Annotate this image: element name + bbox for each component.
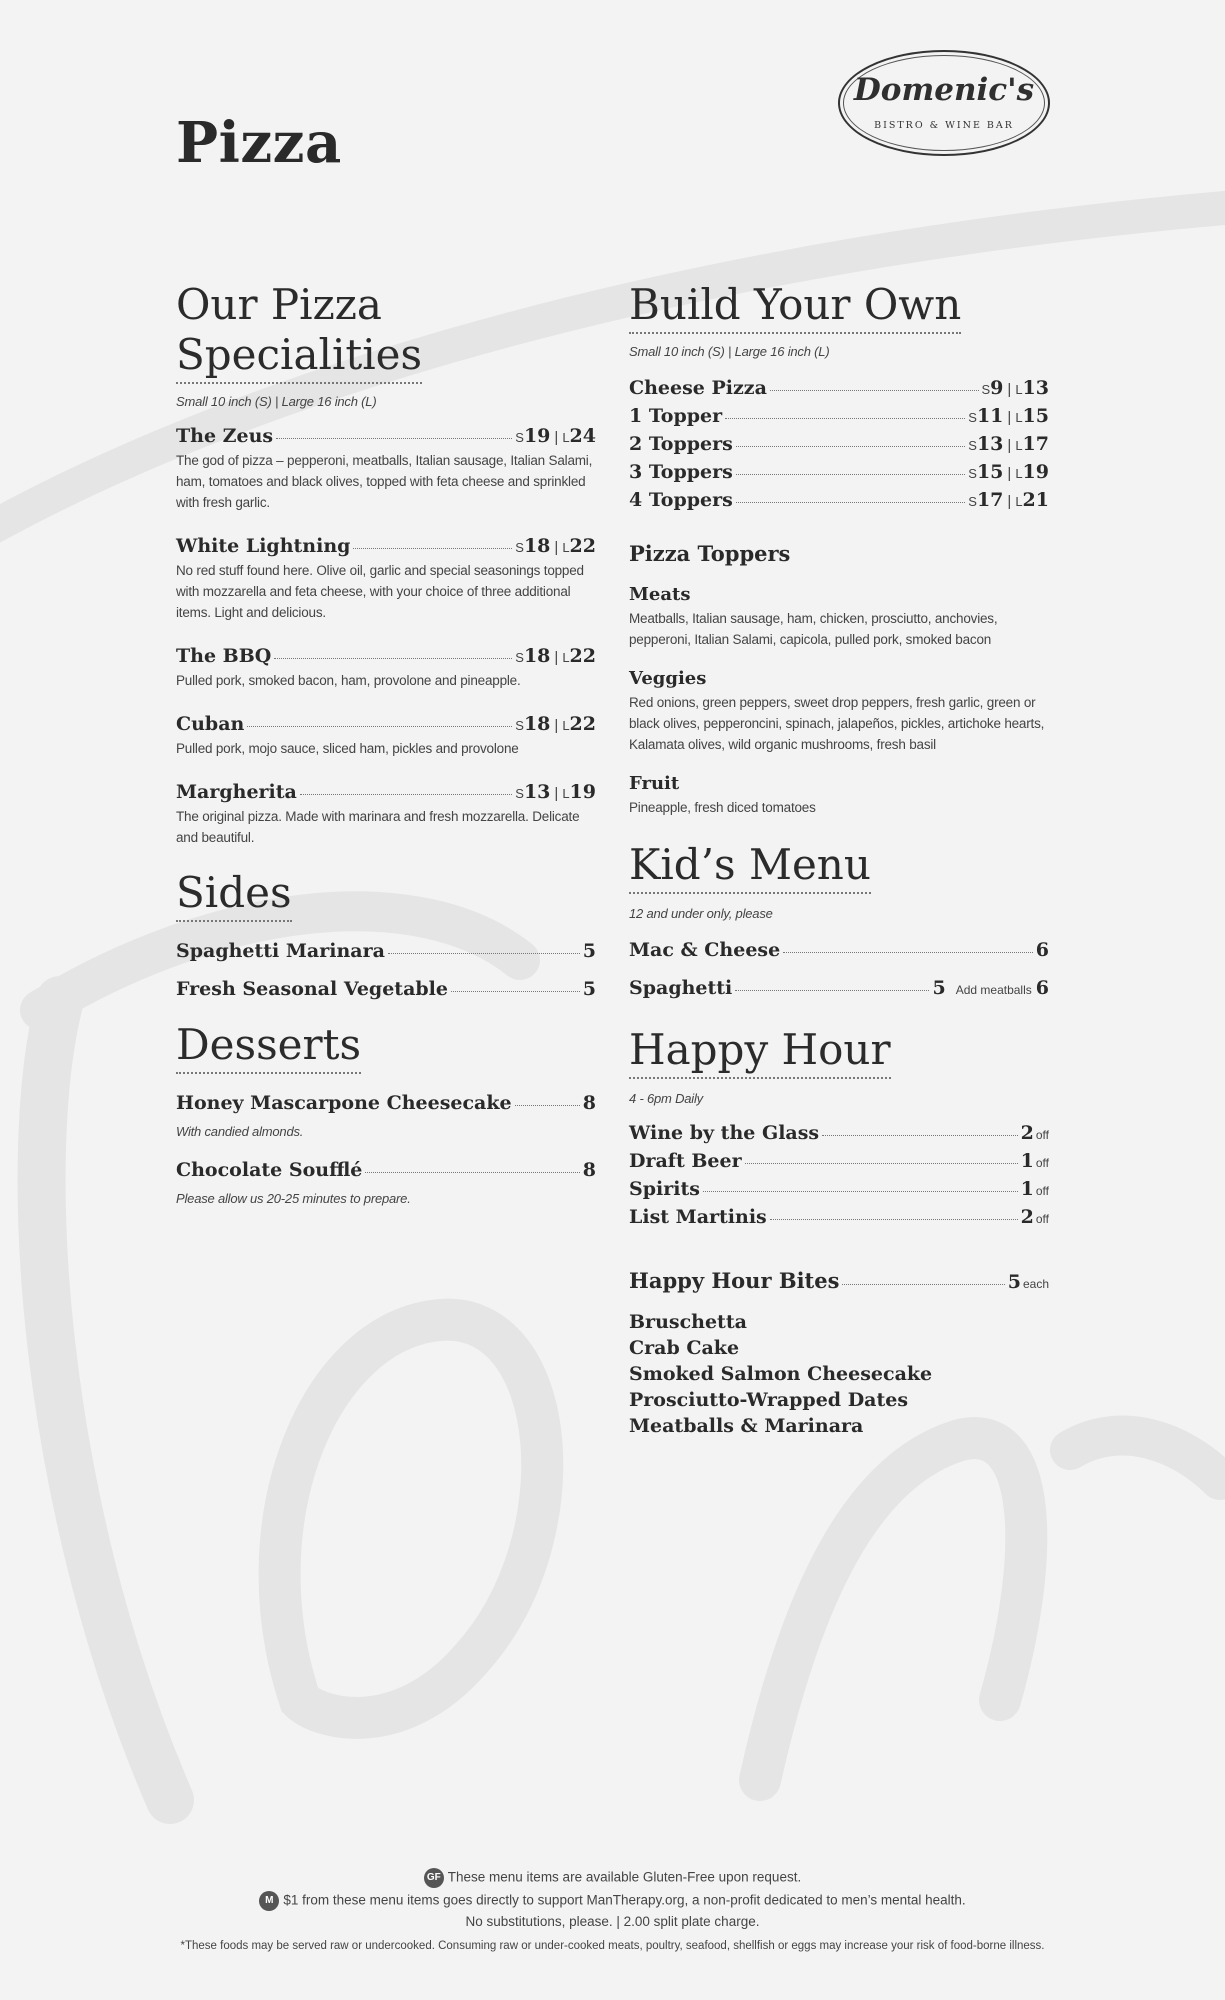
menu-item	[629, 403, 1049, 431]
pizza-toppers-title: Pizza Toppers	[629, 541, 791, 566]
menu-item	[629, 939, 1049, 961]
happy-hour-section	[629, 1025, 1049, 1439]
item-price: 5	[582, 978, 596, 1000]
happy-hour-note: 4 - 6pm Daily	[629, 1091, 703, 1106]
leader-dots	[388, 953, 580, 954]
leader-dots	[451, 991, 580, 992]
leader-dots	[783, 952, 1033, 953]
list-item: Crab Cake	[629, 1337, 740, 1359]
item-name: 3 Toppers	[629, 461, 733, 483]
leader-dots	[842, 1284, 1004, 1285]
item-name: 4 Toppers	[629, 489, 733, 511]
kids-menu-section	[629, 840, 1049, 999]
logo-name: Domenic's	[853, 72, 1035, 108]
item-description: Pulled pork, mojo sauce, sliced ham, pickles and provolone	[176, 741, 519, 756]
list-item: Prosciutto-Wrapped Dates	[629, 1389, 909, 1411]
item-price: S18 | L22	[515, 645, 596, 667]
item-name: Mac & Cheese	[629, 939, 781, 961]
specialities-title	[176, 280, 422, 384]
leader-dots	[703, 1191, 1018, 1192]
item-name: Spirits	[629, 1178, 700, 1200]
menu-item	[629, 487, 1049, 515]
kids-menu-title: Kid’s Menu	[629, 840, 871, 894]
mantherapy-badge-icon: M	[259, 1891, 279, 1911]
item-price: S11 | L15	[968, 405, 1049, 427]
menu-item	[176, 781, 596, 848]
item-price: S13 | L19	[515, 781, 596, 803]
pizza-toppers-section	[629, 541, 1049, 818]
item-description: Pulled pork, smoked bacon, ham, provolone and pineapple.	[176, 673, 521, 688]
leader-dots	[247, 726, 512, 727]
item-name: Cheese Pizza	[629, 377, 767, 399]
item-name: White Lightning	[176, 535, 351, 557]
happy-hour-bites-title: Happy Hour Bites	[629, 1268, 840, 1293]
restaurant-logo	[838, 50, 1050, 156]
item-name: Spaghetti	[629, 977, 733, 999]
desserts-section	[176, 1020, 596, 1206]
menu-item	[176, 535, 596, 623]
item-note: With candied almonds.	[176, 1124, 304, 1139]
item-name: The BBQ	[176, 645, 272, 667]
item-price: 8	[582, 1092, 596, 1114]
leader-dots	[822, 1135, 1018, 1136]
menu-item	[629, 977, 1049, 999]
item-price: 5	[582, 940, 596, 962]
build-list	[629, 375, 1049, 515]
happy-hour-bites-list	[629, 1309, 1049, 1439]
list-item: Bruschetta	[629, 1311, 747, 1333]
build-sizes-note: Small 10 inch (S) | Large 16 inch (L)	[629, 344, 830, 359]
item-price: S15 | L19	[968, 461, 1049, 483]
item-name: The Zeus	[176, 425, 274, 447]
item-price: S9 | L13	[981, 377, 1049, 399]
happy-hour-list	[629, 1120, 1049, 1232]
item-description: The god of pizza – pepperoni, meatballs, Italian sausage, Italian Salami, ham, tomatoes and black olives, topped with feta cheese and sprinkled with fresh garlic.	[176, 453, 593, 510]
item-name: Wine by the Glass	[629, 1122, 820, 1144]
item-price-suffix: off	[1035, 1184, 1049, 1198]
item-price: S19 | L24	[515, 425, 596, 447]
item-price: 2	[1020, 1206, 1034, 1228]
desserts-title: Desserts	[176, 1020, 361, 1074]
item-name: Draft Beer	[629, 1150, 742, 1172]
topper-group-items: Meatballs, Italian sausage, ham, chicken, prosciutto, anchovies, pepperoni, Italian Salami, capicola, pulled pork, smoked bacon	[629, 611, 998, 647]
menu-item	[629, 431, 1049, 459]
menu-item	[176, 713, 596, 759]
sides-section	[176, 868, 596, 1000]
topper-group-items: Pineapple, fresh diced tomatoes	[629, 800, 816, 815]
item-price: 6	[1035, 939, 1049, 961]
sides-title: Sides	[176, 868, 292, 922]
gluten-free-badge-icon: GF	[424, 1868, 444, 1888]
leader-dots	[353, 548, 512, 549]
happy-hour-bites-header	[629, 1268, 1049, 1293]
specialities-list	[176, 425, 596, 848]
list-item: Smoked Salmon Cheesecake	[629, 1363, 933, 1385]
leader-dots	[276, 438, 512, 439]
footer-mantherapy-note	[0, 1891, 1225, 1911]
mantherapy-text: $1 from these menu items goes directly to support ManTherapy.org, a non-profit dedicated to men’s mental health.	[283, 1892, 966, 1908]
right-column	[629, 280, 1049, 1439]
item-name: Spaghetti Marinara	[176, 940, 385, 962]
menu-item	[176, 1159, 596, 1181]
topper-group-title: Veggies	[629, 668, 707, 689]
menu-item	[176, 940, 596, 962]
leader-dots	[736, 502, 965, 503]
item-description: No red stuff found here. Olive oil, garlic and special seasonings topped with mozzarella and feta cheese, with your choice of three additional items. Light and delicious.	[176, 563, 584, 620]
item-description: The original pizza. Made with marinara and fresh mozzarella. Delicate and beautiful.	[176, 809, 580, 845]
build-your-own-title: Build Your Own	[629, 280, 961, 334]
item-addon-label: Add meatballs	[955, 983, 1032, 997]
leader-dots	[770, 390, 979, 391]
happy-hour-title: Happy Hour	[629, 1025, 891, 1079]
topper-group-items: Red onions, green peppers, sweet drop peppers, fresh garlic, green or black olives, pepperoncini, spinach, jalapeños, pickles, artichoke hearts, Kalamata olives, wild organic mushrooms, fresh basil	[629, 695, 1045, 752]
menu-item	[629, 459, 1049, 487]
topper-group-title: Meats	[629, 584, 691, 605]
leader-dots	[365, 1172, 579, 1173]
item-price: 5	[1007, 1271, 1021, 1293]
specialities-sizes-note: Small 10 inch (S) | Large 16 inch (L)	[176, 394, 377, 409]
menu-item	[629, 1148, 1049, 1176]
item-name: Fresh Seasonal Vegetable	[176, 978, 448, 1000]
list-item: Meatballs & Marinara	[629, 1415, 864, 1437]
item-name: 1 Topper	[629, 405, 723, 427]
item-name: Honey Mascarpone Cheesecake	[176, 1092, 512, 1114]
menu-item	[629, 1204, 1049, 1232]
leader-dots	[736, 446, 965, 447]
leader-dots	[725, 418, 965, 419]
item-name: Chocolate Soufflé	[176, 1159, 363, 1181]
item-price: 1	[1020, 1150, 1034, 1172]
topper-group-title: Fruit	[629, 773, 680, 794]
item-price: S18 | L22	[515, 535, 596, 557]
item-price-suffix: each	[1022, 1277, 1049, 1291]
item-price-suffix: off	[1035, 1212, 1049, 1226]
item-price-suffix: off	[1035, 1156, 1049, 1170]
menu-item	[176, 425, 596, 513]
footer-gluten-free-note	[0, 1868, 1225, 1888]
item-price: 2	[1020, 1122, 1034, 1144]
item-name: 2 Toppers	[629, 433, 733, 455]
footer-policy: No substitutions, please. | 2.00 split plate charge.	[465, 1914, 760, 1929]
leader-dots	[745, 1163, 1018, 1164]
item-price: S18 | L22	[515, 713, 596, 735]
leader-dots	[735, 990, 929, 991]
left-column	[176, 280, 596, 1206]
specialities-title-line2: Specialities	[176, 330, 423, 379]
item-addon-price: 6	[1035, 977, 1049, 999]
menu-item	[176, 978, 596, 1000]
item-price: 1	[1020, 1178, 1034, 1200]
item-price: S13 | L17	[968, 433, 1049, 455]
gluten-free-text: These menu items are available Gluten-Free upon request.	[447, 1869, 802, 1885]
menu-item	[629, 1120, 1049, 1148]
item-name: Margherita	[176, 781, 297, 803]
leader-dots	[300, 794, 512, 795]
menu-item	[176, 1092, 596, 1114]
page-title: Pizza	[176, 110, 342, 176]
leader-dots	[736, 474, 965, 475]
menu-item	[629, 375, 1049, 403]
item-price: 8	[582, 1159, 596, 1181]
item-name: Cuban	[176, 713, 245, 735]
kids-menu-note: 12 and under only, please	[629, 906, 773, 921]
menu-item	[176, 645, 596, 691]
leader-dots	[515, 1105, 580, 1106]
item-note: Please allow us 20-25 minutes to prepare.	[176, 1191, 411, 1206]
logo-subtitle: BISTRO & WINE BAR	[874, 120, 1014, 131]
item-name: List Martinis	[629, 1206, 767, 1228]
specialities-title-line1: Our Pizza	[176, 280, 382, 329]
item-price: 5	[932, 977, 946, 999]
leader-dots	[770, 1219, 1018, 1220]
leader-dots	[274, 658, 512, 659]
footer-food-warning: *These foods may be served raw or undercooked. Consuming raw or under-cooked meats, poultry, seafood, shellfish or eggs may increase your risk of food-borne illness.	[180, 1940, 1045, 1952]
menu-item	[629, 1176, 1049, 1204]
item-price-suffix: off	[1035, 1128, 1049, 1142]
item-price: S17 | L21	[968, 489, 1049, 511]
